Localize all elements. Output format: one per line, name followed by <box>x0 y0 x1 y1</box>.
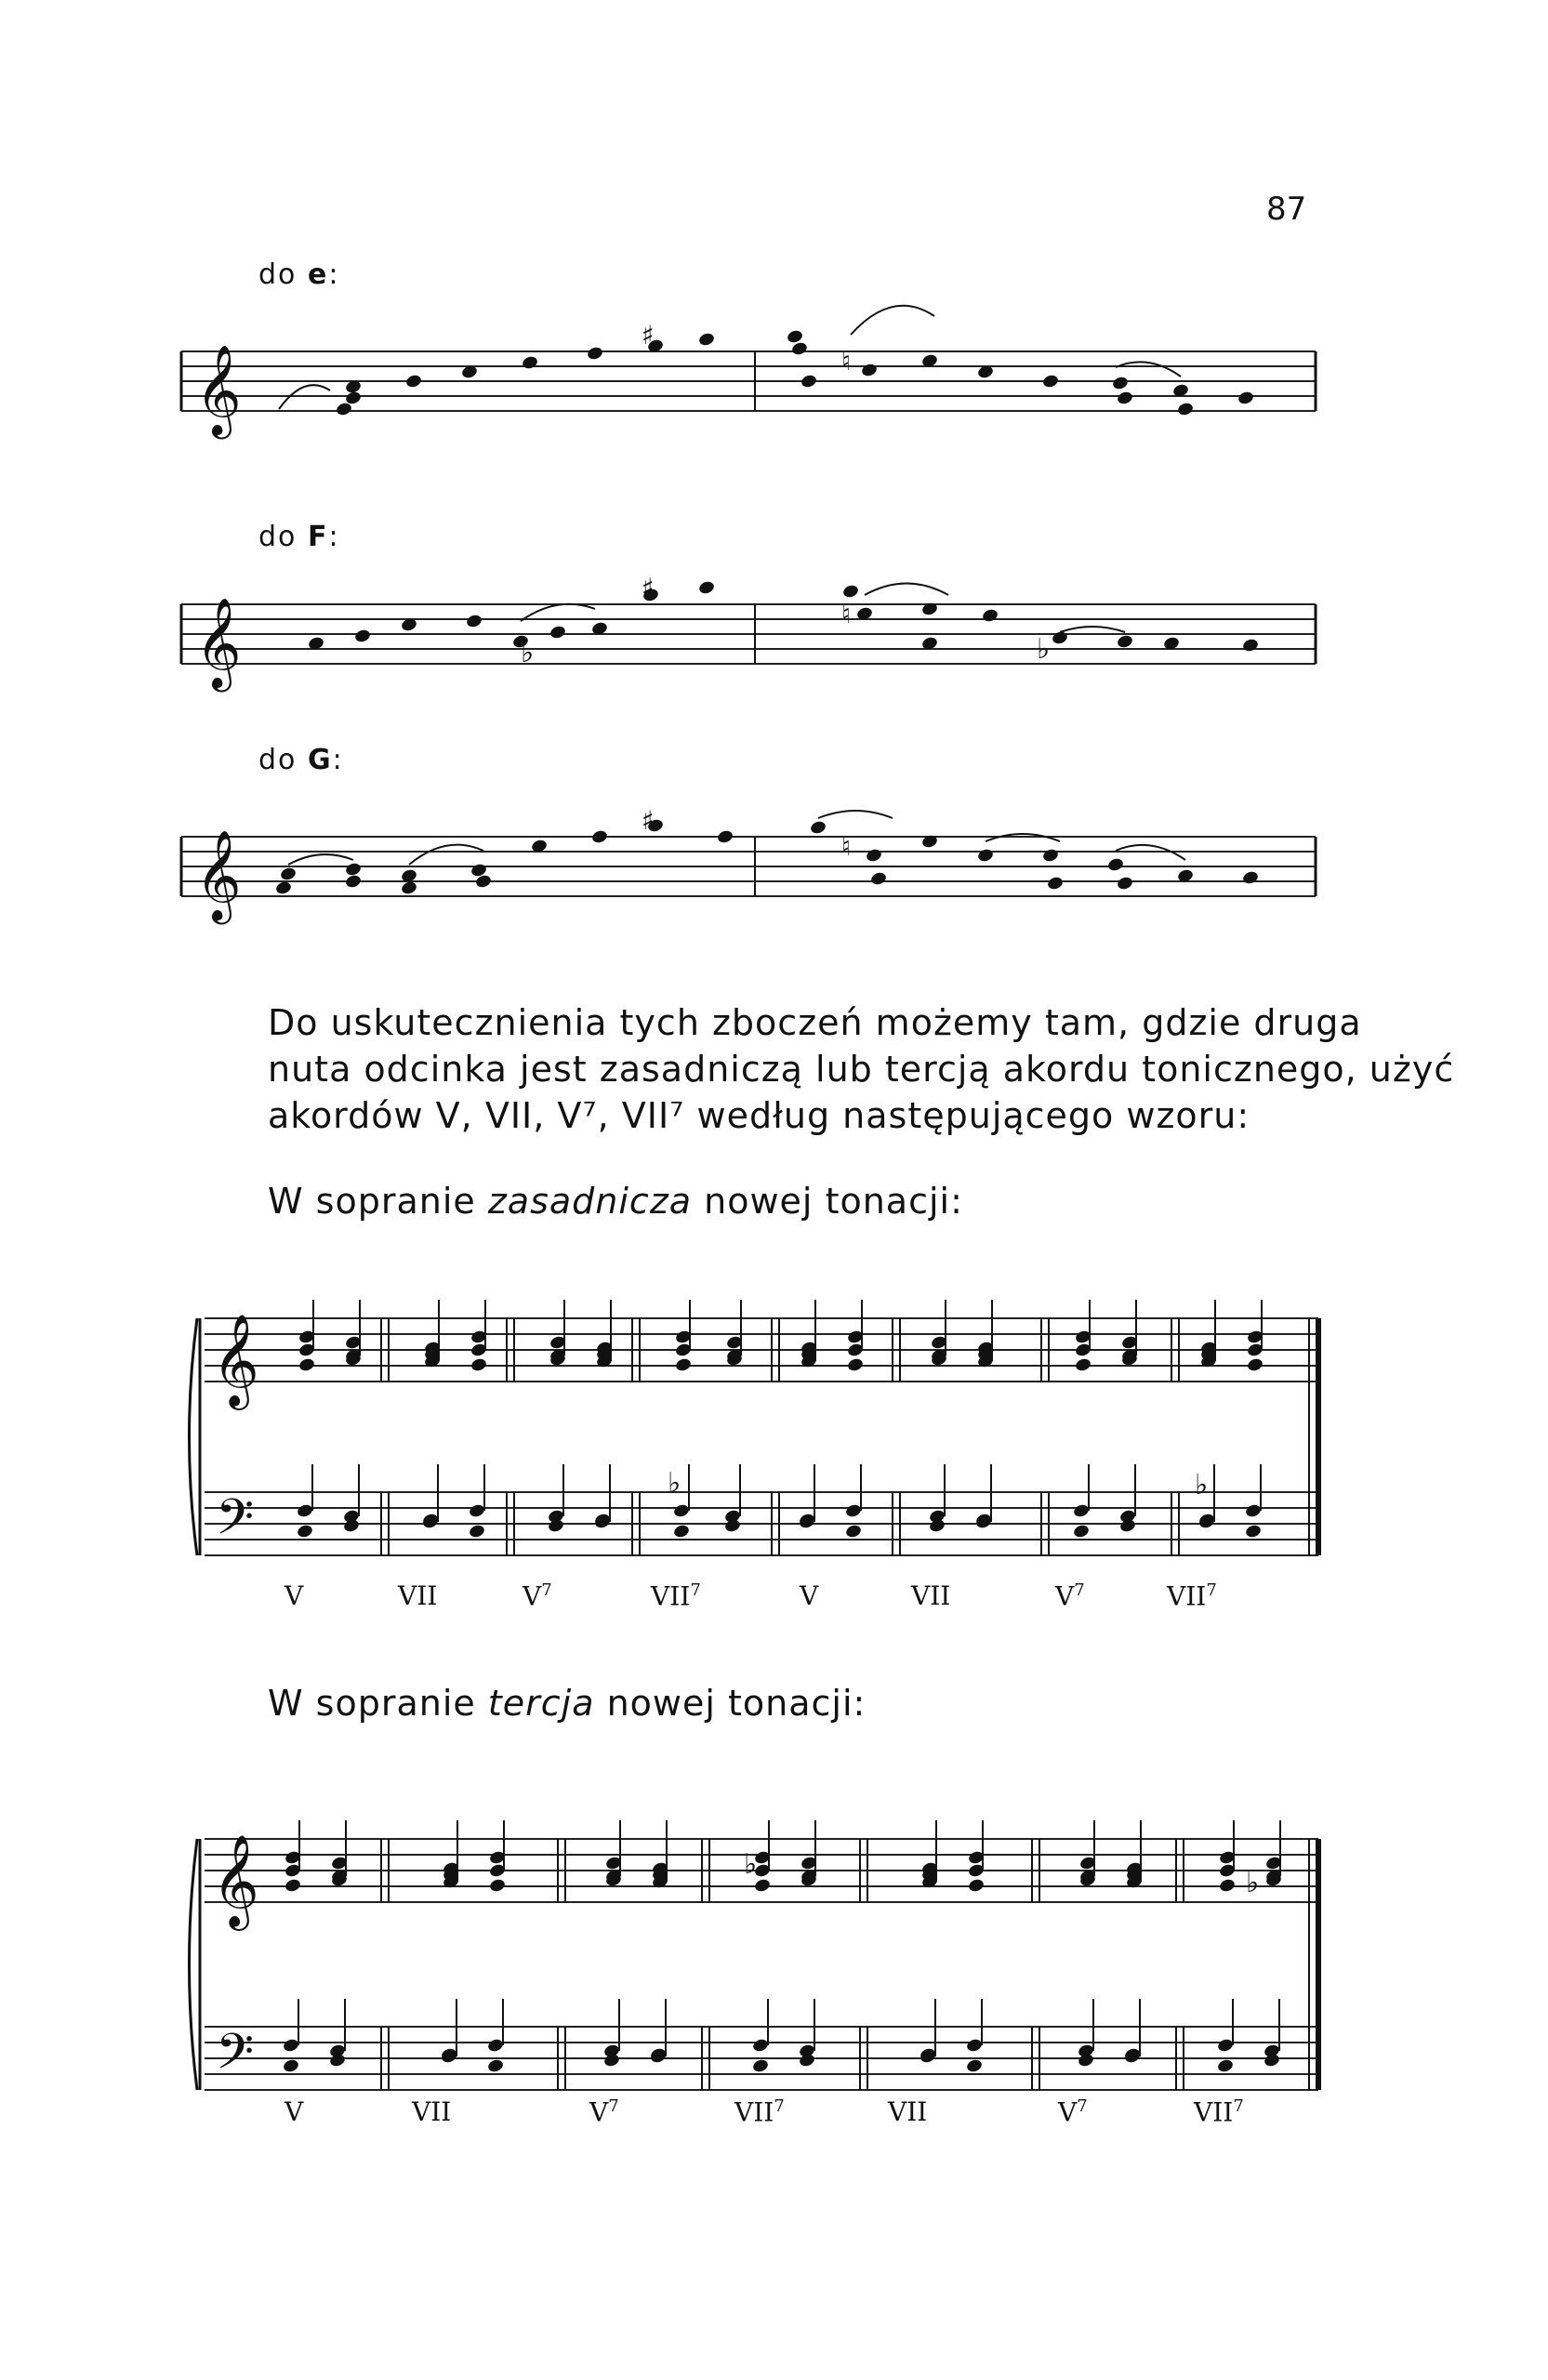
chord-label: VII <box>911 1580 951 1611</box>
chord-label: $V^7$ <box>523 1580 552 1612</box>
notehead <box>465 614 483 629</box>
notehead <box>1072 1524 1090 1540</box>
sharp-icon: ♯ <box>642 805 655 836</box>
section-heading-2: W sopranie tercja nowej tonacji: <box>268 1683 867 1724</box>
slur <box>288 854 353 865</box>
notehead <box>486 2038 504 2054</box>
notehead <box>1216 2058 1234 2074</box>
notehead <box>751 2038 769 2054</box>
notehead <box>298 1357 315 1373</box>
notehead <box>865 848 882 864</box>
notehead <box>335 402 352 417</box>
section-heading-1: W sopranie zasadnicza nowej tonacji: <box>268 1181 963 1222</box>
notehead <box>468 1524 485 1540</box>
notehead <box>296 1503 313 1519</box>
notehead <box>1116 390 1133 406</box>
flat-icon: ♭ <box>521 637 535 669</box>
notehead <box>344 874 362 890</box>
bass-clef-icon: 𝄢 <box>216 1489 255 1558</box>
page-number: 87 <box>1266 191 1307 228</box>
brace-icon <box>190 1839 198 2090</box>
treble-clef-icon: 𝄞 <box>195 597 242 688</box>
natural-icon: ♮ <box>841 599 852 629</box>
treble-clef-icon: 𝄞 <box>212 1314 259 1407</box>
notehead <box>716 829 734 845</box>
slur <box>851 306 934 335</box>
paragraph-line: nuta odcinka jest zasadniczą lub tercją akordu tonicznego, użyć <box>268 1049 1455 1090</box>
notehead <box>1237 390 1254 406</box>
paragraph-line: Do uskutecznienia tych zboczeń możemy tam, gdzie druga <box>268 1002 1362 1043</box>
sharp-icon: ♯ <box>642 573 655 603</box>
notehead <box>1218 1878 1236 1894</box>
notehead <box>800 374 817 390</box>
slur <box>1116 362 1181 377</box>
bass-clef-icon: 𝄢 <box>216 2024 255 2093</box>
chord-label: V <box>800 1580 819 1611</box>
notehead <box>869 871 887 887</box>
notehead <box>521 355 538 371</box>
notehead <box>486 2058 504 2074</box>
notehead <box>846 1357 864 1373</box>
notehead <box>860 363 878 378</box>
notehead <box>549 625 566 641</box>
chord-label: VII <box>398 1580 438 1611</box>
slur <box>1060 627 1125 632</box>
chord-label: VII$^7$ <box>734 2096 785 2128</box>
notehead <box>1041 848 1059 864</box>
notehead <box>786 329 803 345</box>
notehead <box>1072 1503 1090 1519</box>
notehead <box>1116 634 1133 650</box>
notehead <box>488 1878 506 1894</box>
notehead <box>1244 1524 1262 1540</box>
slur <box>818 811 893 818</box>
notehead <box>282 2038 299 2054</box>
notehead <box>1241 638 1259 654</box>
treble-clef-icon: 𝄞 <box>195 829 242 920</box>
notehead <box>400 880 417 896</box>
natural-icon: ♮ <box>841 346 852 377</box>
example-label-e: do e: <box>258 258 340 291</box>
notehead <box>470 1357 487 1373</box>
notehead <box>697 332 715 348</box>
notehead <box>1106 857 1124 873</box>
notehead <box>844 1524 862 1540</box>
chord-label: $V^7$ <box>589 2096 619 2128</box>
notehead <box>344 862 362 878</box>
notehead <box>1246 1357 1264 1373</box>
notehead <box>1244 1503 1262 1519</box>
notehead <box>1241 870 1259 886</box>
notehead <box>844 1503 862 1519</box>
notehead <box>965 2058 983 2074</box>
notehead <box>1051 630 1068 646</box>
notehead <box>790 341 808 357</box>
chord-label: VII$^7$ <box>1194 2096 1244 2128</box>
example-label-f: do F: <box>258 521 340 553</box>
notehead <box>672 1503 690 1519</box>
notehead <box>1046 876 1064 892</box>
notehead <box>841 584 859 600</box>
notehead <box>672 1524 690 1540</box>
slur <box>865 584 948 596</box>
flat-icon: ♭ <box>744 1848 758 1881</box>
chord-label: V <box>284 1580 304 1611</box>
chord-label: VII$^7$ <box>651 1580 701 1612</box>
chord-label: V <box>284 2096 304 2127</box>
brace-icon <box>190 1318 198 1555</box>
notehead <box>1074 1357 1092 1373</box>
chord-label: VII$^7$ <box>1167 1580 1217 1612</box>
chord-label: $V^7$ <box>1055 1580 1085 1612</box>
chord-label: $V^7$ <box>1058 2096 1088 2128</box>
chord-label: VII <box>888 2096 928 2127</box>
natural-icon: ♮ <box>841 831 852 862</box>
flat-icon: ♭ <box>668 1467 681 1500</box>
notehead <box>282 2058 299 2074</box>
paragraph-line: akordów V, VII, V⁷, VII⁷ według następującego wzoru: <box>268 1095 1250 1136</box>
notehead <box>751 2058 769 2074</box>
notehead <box>1116 876 1133 892</box>
flat-icon: ♭ <box>1195 1469 1209 1501</box>
notehead <box>1216 2038 1234 2054</box>
treble-clef-icon: 𝄞 <box>195 344 242 435</box>
example-label-g: do G: <box>258 744 344 776</box>
notehead <box>279 866 297 882</box>
notehead <box>296 1524 313 1540</box>
notehead <box>697 580 715 596</box>
notehead <box>404 374 422 390</box>
slur <box>409 845 483 865</box>
chord-label: VII <box>412 2096 452 2127</box>
flat-icon: ♭ <box>1037 633 1051 666</box>
notehead <box>965 2038 983 2054</box>
notehead <box>976 848 994 864</box>
sharp-icon: ♯ <box>642 320 655 350</box>
notehead <box>981 608 999 624</box>
notehead <box>967 1878 985 1894</box>
notehead <box>284 1878 301 1894</box>
body-paragraph <box>268 999 1455 1139</box>
notehead <box>586 346 603 362</box>
notehead <box>353 628 371 644</box>
treble-clef-icon: 𝄞 <box>212 1834 259 1927</box>
flat-icon: ♭ <box>1246 1867 1260 1899</box>
notehead <box>1041 374 1059 390</box>
notehead <box>274 880 292 896</box>
notehead <box>468 1503 485 1519</box>
notehead <box>1111 376 1129 391</box>
notehead <box>809 820 827 836</box>
notehead <box>1176 402 1194 417</box>
notehead <box>674 1357 692 1373</box>
slur <box>279 385 330 409</box>
notehead <box>590 829 608 845</box>
